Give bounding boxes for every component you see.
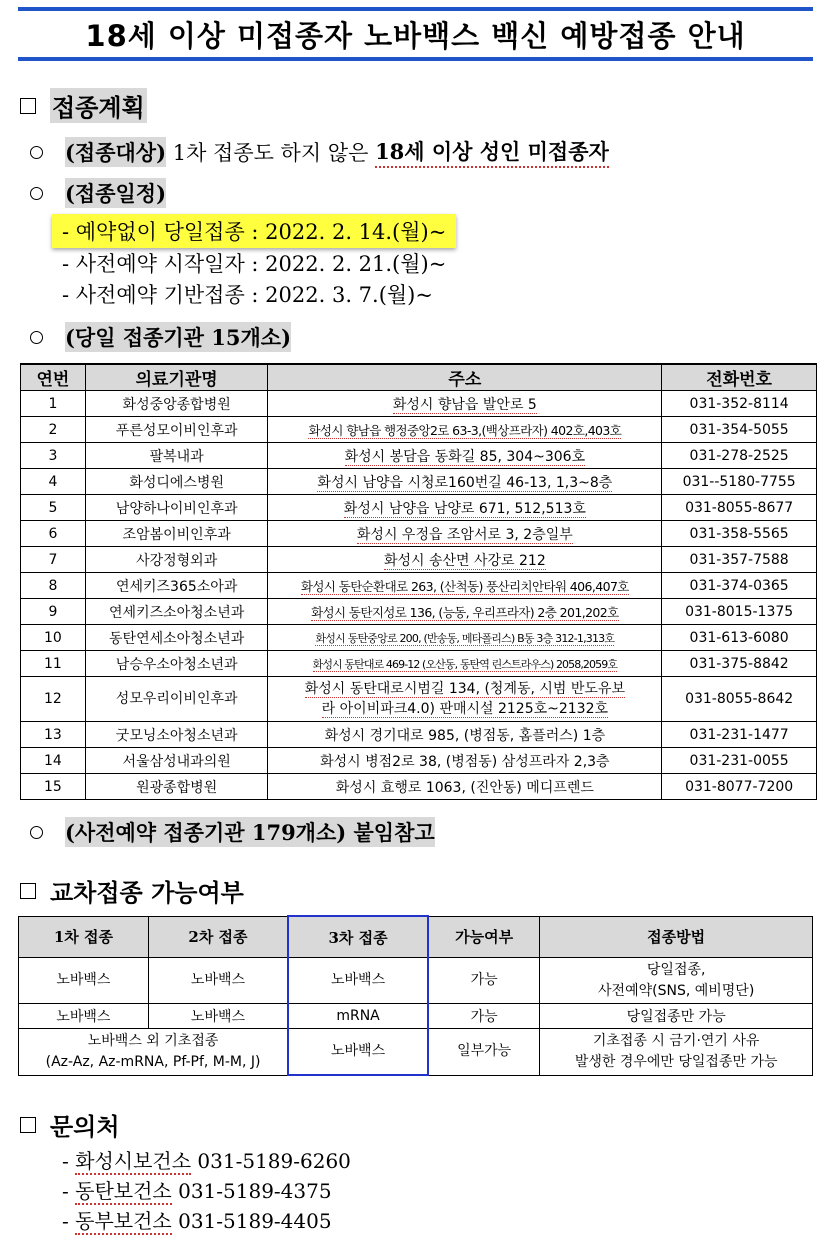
target-line: (접종대상) 1차 접종도 하지 않은 18세 이상 성인 미접종자 <box>30 136 609 168</box>
table-row: 1 화성중앙종합병원 화성시 향남읍 발안로 5 031-352-8114 <box>21 391 817 417</box>
table-row: 3 팔복내과 화성시 봉담읍 동화길 85, 304~306호 031-278-2525 <box>21 443 817 469</box>
clinic-table-header <box>21 364 817 391</box>
table-row: 12 성모우리이비인후과 화성시 동탄대로시범길 134, (청계동, 시범 반도유보 라 아이비파크4.0) 판매시설 2125호~2132호 031-8055-8642 <box>21 677 817 722</box>
circle-bullet-icon <box>30 187 43 200</box>
contact-item: - 동탄보건소 031-5189-4375 <box>62 1179 332 1203</box>
schedule-item-1: - 예약없이 당일접종 : 2022. 2. 14.(월)~ <box>52 214 456 248</box>
table-row: 5 남양하나이비인후과 화성시 남양읍 남양로 671, 512,513호 031-8055-8677 <box>21 495 817 521</box>
sameday-line: (당일 접종기관 15개소) <box>30 322 291 352</box>
table-row: 14 서울삼성내과의원 화성시 병점2로 38, (병점동) 삼성프라자 2,3층 031-231-0055 <box>21 748 817 774</box>
cross-table-header: 1차 접종 2차 접종 3차 접종 가능여부 접종방법 <box>19 916 813 958</box>
table-row: 노바백스 외 기초접종 (Az-Az, Az-mRNA, Pf-Pf, M-M, J) 노바백스 일부가능 기초접종 시 금기·연기 사유 발생한 경우에만 당일접종만 가능 <box>19 1029 813 1076</box>
schedule-line: (접종일정) <box>30 178 166 208</box>
table-row: 10 동탄연세소아청소년과 화성시 동탄중앙로 200, (반송동, 메타폴리스) B동 3층 312-1,313호 031-613-6080 <box>21 625 817 651</box>
cross-table <box>18 915 813 1076</box>
cross-heading: 교차접종 가능여부 <box>20 873 244 908</box>
table-row: 6 조암봄이비인후과 화성시 우정읍 조암서로 3, 2층일부 031-358-5565 <box>21 521 817 547</box>
table-row: 노바백스 노바백스 mRNA 가능 당일접종만 가능 <box>19 1004 813 1029</box>
table-row: 9 연세키즈소아청소년과 화성시 동탄지성로 136, (능동, 우리프라자) 2층 201,202호 031-8015-1375 <box>21 599 817 625</box>
plan-heading: 접종계획 <box>20 88 147 123</box>
checkbox-square-icon <box>20 98 36 114</box>
contact-item: - 동부보건소 031-5189-4405 <box>62 1209 332 1233</box>
circle-bullet-icon <box>30 331 43 344</box>
circle-bullet-icon <box>30 146 43 159</box>
col-header-addr: 주소 <box>268 364 662 391</box>
table-row: 15 원광종합병원 화성시 효행로 1063, (진안동) 메디프렌드 031-8077-7200 <box>21 774 817 800</box>
col-header-tel: 전화번호 <box>662 364 817 391</box>
circle-bullet-icon <box>30 826 43 839</box>
checkbox-square-icon <box>20 1117 36 1133</box>
table-row: 4 화성디에스병원 화성시 남양읍 시청로160번길 46-13, 1,3~8층 031--5180-7755 <box>21 469 817 495</box>
col-header-name: 의료기관명 <box>85 364 268 391</box>
table-row: 8 연세키즈365소아과 화성시 동탄순환대로 263, (산척동) 풍산리치안타워 406,407호 031-374-0365 <box>21 573 817 599</box>
table-row: 13 굿모닝소아청소년과 화성시 경기대로 985, (병점동, 홈플러스) 1층 031-231-1477 <box>21 722 817 748</box>
title-bar <box>18 7 813 61</box>
table-row: 11 남승우소아청소년과 화성시 동탄대로 469-12 (오산동, 동탄역 린스트라우스) 2058,2059호 031-375-8842 <box>21 651 817 677</box>
clinic-table <box>20 363 817 800</box>
table-row: 7 사강정형외과 화성시 송산면 사강로 212 031-357-7588 <box>21 547 817 573</box>
checkbox-square-icon <box>20 883 36 899</box>
contact-heading: 문의처 <box>20 1107 120 1142</box>
page-title: 18세 이상 미접종자 노바백스 백신 예방접종 안내 <box>85 18 746 53</box>
table-row: 노바백스 노바백스 노바백스 가능 당일접종, 사전예약(SNS, 예비명단) <box>19 958 813 1004</box>
contact-item: - 화성시보건소 031-5189-6260 <box>62 1149 351 1173</box>
prebook-line: (사전예약 접종기관 179개소) 붙임참고 <box>30 817 435 847</box>
schedule-item-3: - 사전예약 기반접종 : 2022. 3. 7.(월)~ <box>62 283 433 307</box>
schedule-item-2: - 사전예약 시작일자 : 2022. 2. 21.(월)~ <box>62 252 447 276</box>
table-row: 2 푸른성모이비인후과 화성시 향남읍 행정중앙2로 63-3,(백상프라자) 402호,403호 031-354-5055 <box>21 417 817 443</box>
col-header-no: 연번 <box>21 364 86 391</box>
